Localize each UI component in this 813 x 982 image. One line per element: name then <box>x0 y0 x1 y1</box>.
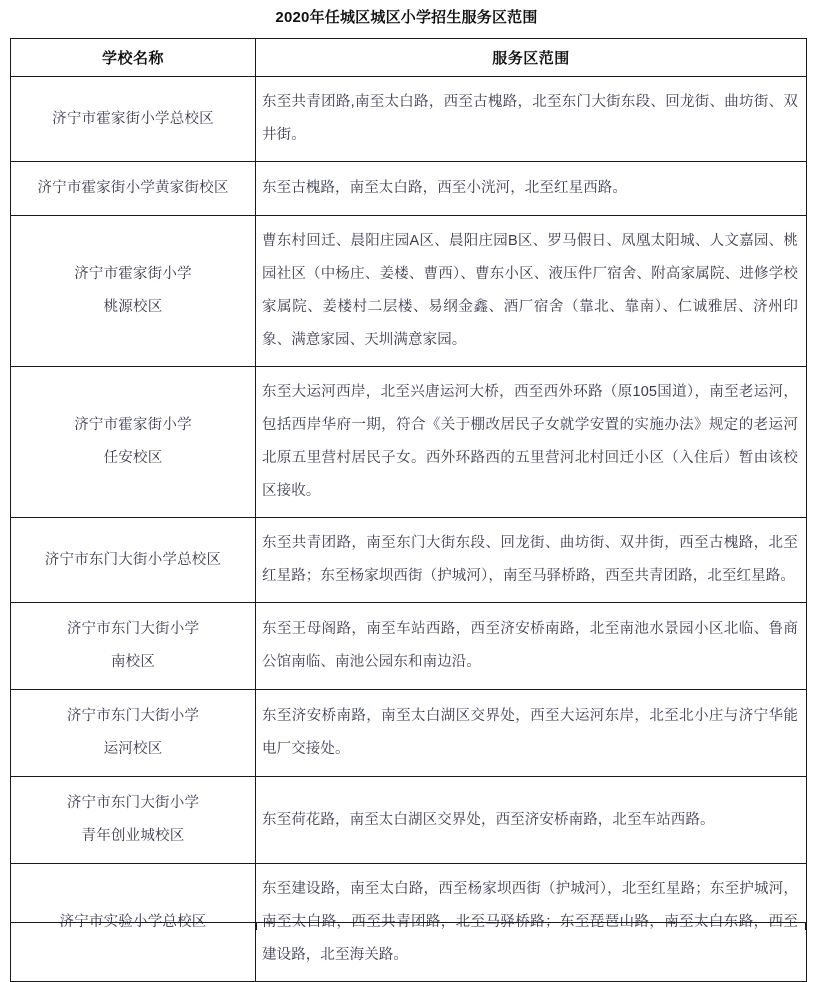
school-name-line: 济宁市霍家街小学总校区 <box>52 110 214 127</box>
column-divider <box>256 923 257 930</box>
table-row <box>11 518 807 603</box>
school-name-cell <box>11 777 256 864</box>
school-name-cell <box>11 603 256 690</box>
service-range-cell: 东至古槐路，南至太白路，西至小洸河，北至红星西路。 <box>256 162 807 216</box>
table-row <box>11 603 807 690</box>
table-next-row-partial <box>10 922 806 930</box>
column-header-range: 服务区范围 <box>256 39 807 77</box>
school-name-line: 济宁市霍家街小学 <box>74 266 192 282</box>
table-row <box>11 690 807 777</box>
school-name-cell <box>11 216 256 367</box>
service-range-cell: 东至共青团路,南至太白路，西至古槐路，北至东门大街东段、回龙街、曲坊街、双井街。 <box>256 77 807 162</box>
school-name-cell <box>11 77 256 162</box>
table-row <box>11 777 807 864</box>
school-name-line: 济宁市霍家街小学黄家街校区 <box>37 180 229 196</box>
school-name-cell <box>11 162 256 216</box>
table-body <box>11 77 807 982</box>
service-range-cell: 东至王母阁路，南至车站西路，西至济安桥南路，北至南池水景园小区北临、鲁商公馆南临、南池公园东和南边沿。 <box>256 603 807 690</box>
school-name-line: 济宁市实验小学总校区 <box>59 914 207 930</box>
school-name-line: 南校区 <box>110 654 156 670</box>
table-row <box>11 162 807 216</box>
school-name-line: 济宁市霍家街小学 <box>74 417 192 433</box>
table-row <box>11 77 807 162</box>
service-range-cell: 东至大运河西岸，北至兴唐运河大桥，西至西外环路（原105国道），南至老运河，包括西岸华府一期，符合《关于棚改居民子女就学安置的实施办法》规定的老运河北原五里营村居民子女。西外环路西的五里营河北村回迁小区（入住后）暂由该校区接收。 <box>256 367 807 518</box>
school-name-line: 任安校区 <box>103 450 163 466</box>
service-range-cell: 东至共青团路，南至东门大街东段、回龙街、曲坊街、双井街，西至古槐路，北至红星路；东至杨家坝西街（护城河），南至马驿桥路，西至共青团路，北至红星路。 <box>256 518 807 603</box>
service-range-cell: 曹东村回迁、晨阳庄园A区、晨阳庄园B区、罗马假日、凤凰太阳城、人文嘉园、桃园社区（中杨庄、姜楼、曹西）、曹东小区、液压件厂宿舍、附高家属院、进修学校家属院、姜楼村二层楼、易纲金鑫、酒厂宿舍（靠北、靠南）、仁诚雅居、济州印象、满意家园、天圳满意家园。 <box>256 216 807 367</box>
table-row <box>11 216 807 367</box>
school-name-cell <box>11 690 256 777</box>
school-name-line: 青年创业城校区 <box>81 828 185 844</box>
school-name-line: 济宁市东门大街小学 <box>66 795 200 811</box>
table-header <box>11 39 807 77</box>
service-range-cell: 东至建设路，南至太白路，西至杨家坝西街（护城河），北至红星路；东至护城河，南至太白路，西至共青团路，北至马驿桥路；东至琵琶山路，南至太白东路，西至建设路，北至海关路。 <box>256 864 807 982</box>
school-name-line: 济宁市东门大街小学 <box>66 621 200 637</box>
service-range-cell: 东至济安桥南路，南至太白湖区交界处，西至大运河东岸，北至北小庄与济宁华能电厂交接处。 <box>256 690 807 777</box>
table-header-row <box>11 39 807 77</box>
page-title: 2020年任城区城区小学招生服务区范围 <box>275 9 538 26</box>
service-range-cell: 东至荷花路，南至太白湖区交界处，西至济安桥南路，北至车站西路。 <box>256 777 807 864</box>
school-name-line: 济宁市东门大街小学 <box>66 708 200 724</box>
school-name-cell <box>11 518 256 603</box>
table-row <box>11 367 807 518</box>
school-name-line: 运河校区 <box>103 741 163 757</box>
service-area-table <box>10 38 807 982</box>
school-name-cell <box>11 367 256 518</box>
column-header-school: 学校名称 <box>11 39 256 77</box>
school-name-line: 济宁市东门大街小学总校区 <box>44 551 222 568</box>
school-name-line: 桃源校区 <box>103 299 163 315</box>
